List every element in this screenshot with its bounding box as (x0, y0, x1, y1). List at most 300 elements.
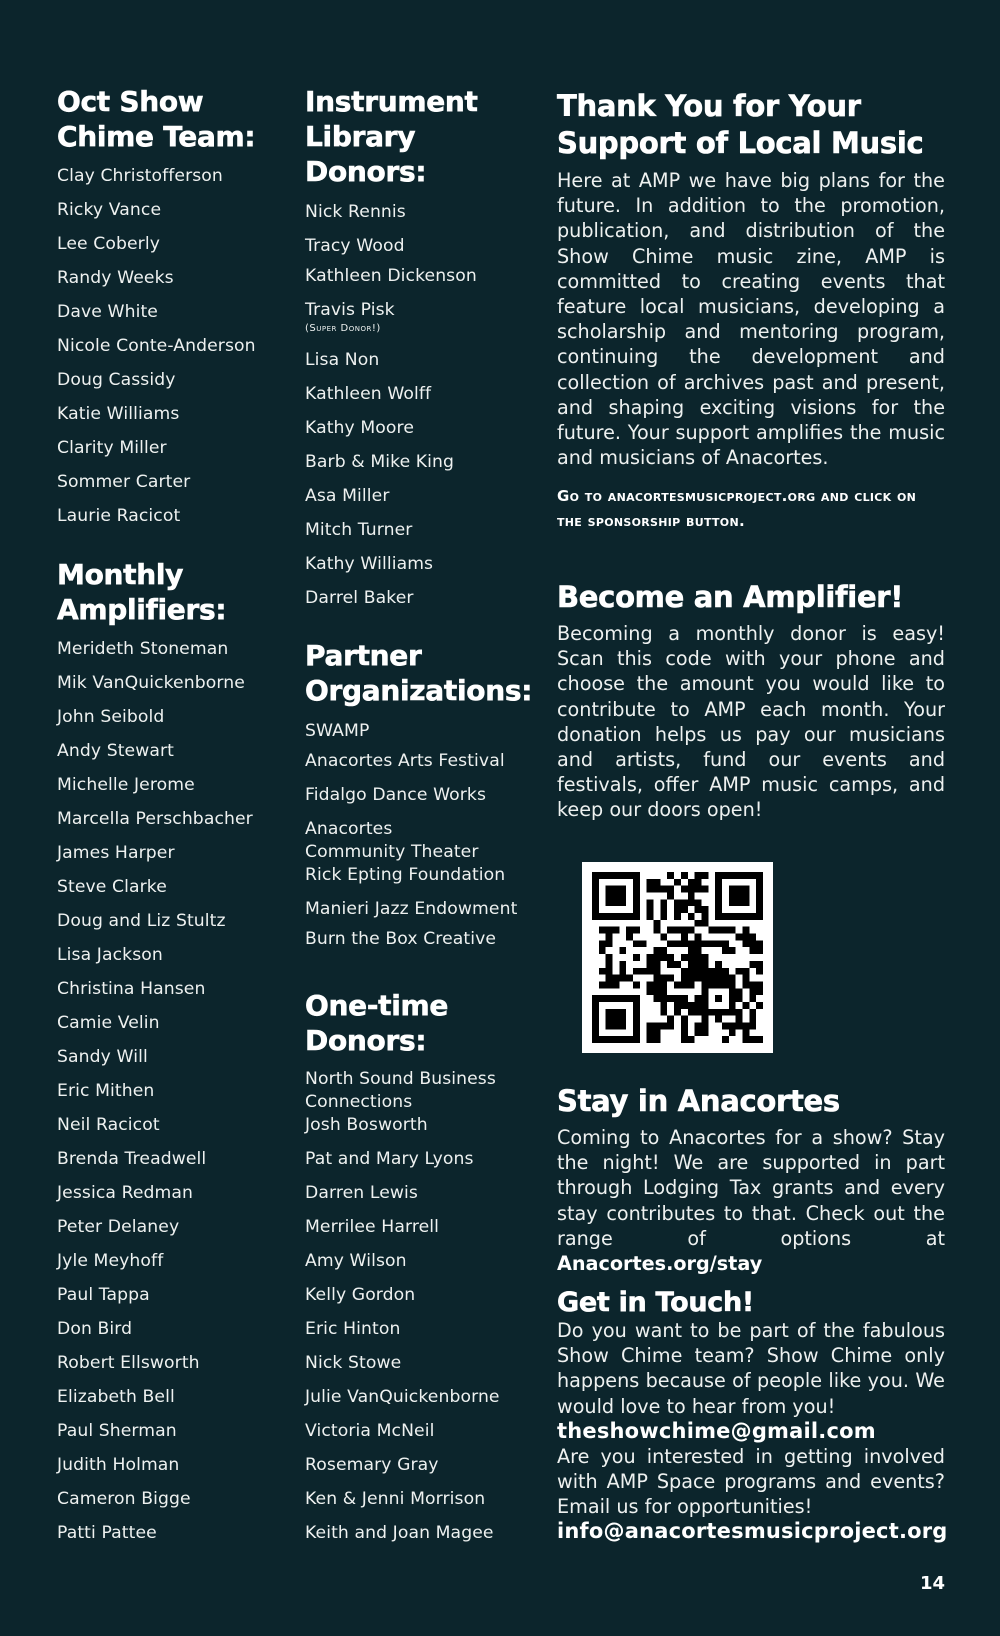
instrument-library-heading: Instrument Library Donors: (305, 85, 478, 188)
qr-module (674, 940, 681, 947)
list-item: Dave White (57, 302, 158, 322)
qr-module (599, 927, 606, 934)
qr-module (681, 940, 688, 947)
qr-module (606, 893, 613, 900)
qr-module (722, 947, 729, 954)
qr-module (626, 1036, 633, 1043)
qr-module (619, 995, 626, 1002)
qr-module (729, 975, 736, 982)
qr-module (647, 981, 654, 988)
list-item: Eric Hinton (305, 1319, 401, 1339)
qr-module (592, 879, 599, 886)
qr-module (701, 906, 708, 913)
qr-module (592, 1002, 599, 1009)
qr-module (756, 988, 763, 995)
qr-module (606, 940, 613, 947)
qr-module (722, 1022, 729, 1029)
qr-module (660, 981, 667, 988)
qr-module (701, 995, 708, 1002)
list-item: Judith Holman (57, 1455, 180, 1475)
qr-module (715, 1016, 722, 1023)
qr-module (756, 899, 763, 906)
qr-module (749, 1022, 756, 1029)
qr-module (606, 968, 613, 975)
qr-module (613, 1036, 620, 1043)
qr-module (633, 995, 640, 1002)
qr-module (736, 1016, 743, 1023)
list-item: Lisa Jackson (57, 945, 163, 965)
qr-module (681, 872, 688, 879)
qr-module (619, 975, 626, 982)
qr-module (654, 995, 661, 1002)
list-item: Elizabeth Bell (57, 1387, 175, 1407)
qr-module (756, 961, 763, 968)
qr-module (688, 893, 695, 900)
qr-module (654, 981, 661, 988)
qr-module (674, 899, 681, 906)
qr-module (654, 920, 661, 927)
qr-module (667, 975, 674, 982)
qr-module (729, 899, 736, 906)
qr-module (667, 954, 674, 961)
qr-module (660, 975, 667, 982)
qr-module (606, 1022, 613, 1029)
partners-section (305, 638, 545, 962)
list-item: Don Bird (57, 1319, 133, 1339)
qr-module (736, 913, 743, 920)
monthly-amplifiers-list (57, 638, 287, 1556)
qr-module (681, 975, 688, 982)
qr-module (722, 975, 729, 982)
qr-module (606, 886, 613, 893)
qr-module (633, 893, 640, 900)
amplifier-section (557, 580, 945, 823)
partners-list (305, 720, 545, 962)
qr-module (722, 981, 729, 988)
qr-module (715, 927, 722, 934)
list-item: Darren Lewis (305, 1183, 418, 1203)
qr-module (592, 893, 599, 900)
qr-module (695, 872, 702, 879)
qr-module (708, 1009, 715, 1016)
qr-module (715, 899, 722, 906)
qr-module (701, 920, 708, 927)
qr-module (695, 1002, 702, 1009)
list-item: Kelly Gordon (305, 1285, 416, 1305)
qr-module (647, 879, 654, 886)
qr-module (633, 1036, 640, 1043)
qr-module (715, 981, 722, 988)
qr-module (749, 940, 756, 947)
qr-module (708, 981, 715, 988)
qr-module (633, 1016, 640, 1023)
qr-module (613, 995, 620, 1002)
qr-module (722, 927, 729, 934)
qr-module (599, 940, 606, 947)
qr-module (626, 872, 633, 879)
qr-module (633, 913, 640, 920)
list-item: Darrel Baker (305, 588, 414, 608)
qr-module (599, 947, 606, 954)
amplifier-heading: Become an Amplifier! (557, 580, 904, 614)
qr-module (667, 886, 674, 893)
qr-module (701, 1016, 708, 1023)
qr-module (667, 1022, 674, 1029)
qr-module (626, 995, 633, 1002)
qr-module (660, 1002, 667, 1009)
qr-module (633, 954, 640, 961)
qr-module (660, 954, 667, 961)
qr-module (688, 1036, 695, 1043)
qr-module (715, 879, 722, 886)
qr-module (715, 872, 722, 879)
qr-module (729, 913, 736, 920)
qr-module (681, 899, 688, 906)
qr-module (688, 886, 695, 893)
qr-module (592, 995, 599, 1002)
qr-module (660, 913, 667, 920)
qr-module (681, 1029, 688, 1036)
list-item: Kathleen Wolff (305, 384, 432, 404)
qr-module (681, 1016, 688, 1023)
qr-module (701, 940, 708, 947)
qr-module (660, 899, 667, 906)
qr-module (688, 913, 695, 920)
qr-module (756, 947, 763, 954)
qr-module (619, 1036, 626, 1043)
qr-module (715, 886, 722, 893)
list-item: Sandy Will (57, 1047, 148, 1067)
qr-module (715, 968, 722, 975)
qr-module (606, 961, 613, 968)
qr-module (701, 981, 708, 988)
list-item: Merideth Stoneman (57, 639, 229, 659)
qr-module (742, 886, 749, 893)
qr-module (736, 886, 743, 893)
qr-module (729, 1002, 736, 1009)
qr-module (695, 920, 702, 927)
qr-module (619, 947, 626, 954)
qr-module (722, 968, 729, 975)
qr-module (742, 1022, 749, 1029)
qr-module (613, 913, 620, 920)
qr-module (606, 954, 613, 961)
list-item: Neil Racicot (57, 1115, 160, 1135)
qr-module (688, 961, 695, 968)
qr-module (633, 899, 640, 906)
qr-module (736, 1022, 743, 1029)
qr-module (688, 927, 695, 934)
qr-module (695, 899, 702, 906)
qr-module (592, 906, 599, 913)
qr-module (688, 1009, 695, 1016)
qr-module (599, 995, 606, 1002)
qr-module (667, 995, 674, 1002)
qr-module (660, 1009, 667, 1016)
qr-module (695, 975, 702, 982)
qr-module (619, 1009, 626, 1016)
qr-module (626, 927, 633, 934)
qr-module (660, 988, 667, 995)
one-time-donors-section (305, 988, 545, 1556)
qr-module (708, 940, 715, 947)
list-item: Nick Rennis (305, 202, 406, 222)
qr-module (695, 906, 702, 913)
qr-module (592, 1016, 599, 1023)
qr-module (654, 975, 661, 982)
stay-section (557, 1084, 945, 1276)
qr-module (633, 981, 640, 988)
qr-module (756, 968, 763, 975)
showchime-email-link[interactable]: theshowchime@gmail.com (557, 1418, 876, 1443)
qr-module (674, 1009, 681, 1016)
qr-module (654, 879, 661, 886)
list-item: Nick Stowe (305, 1353, 402, 1373)
qr-module (613, 981, 620, 988)
qr-module (674, 879, 681, 886)
qr-code[interactable] (582, 862, 773, 1053)
list-item: North Sound Business Connections (305, 1069, 496, 1112)
qr-module (654, 954, 661, 961)
qr-module (613, 899, 620, 906)
qr-module (701, 988, 708, 995)
qr-module (606, 981, 613, 988)
list-item: Kathy Williams (305, 554, 434, 574)
qr-module (729, 893, 736, 900)
list-item: Nicole Conte-Anderson (57, 336, 256, 356)
qr-module (619, 913, 626, 920)
qr-module (674, 961, 681, 968)
one-time-donors-list (305, 1068, 545, 1556)
qr-module (606, 1016, 613, 1023)
qr-module (742, 1002, 749, 1009)
qr-module (647, 906, 654, 913)
qr-module (654, 1036, 661, 1043)
list-item: Doug Cassidy (57, 370, 176, 390)
qr-module (592, 1036, 599, 1043)
qr-module (681, 1022, 688, 1029)
list-item: Anacortes Community Theater (305, 819, 479, 862)
thank-you-body: Here at AMP we have big plans for the future. In addition to the promotion, publication, and distribution of the Show Chime music zine, AMP is committed to creating events that feature local musicians, developing a scholarship and mentoring program, continuing the development and collection of archives past and present, and shaping exciting visions for the future. Your support amplifies the music and musicians of Anacortes. (557, 169, 945, 470)
list-item: Andy Stewart (57, 741, 175, 761)
qr-module (633, 886, 640, 893)
list-item: Brenda Treadwell (57, 1149, 207, 1169)
qr-module (736, 968, 743, 975)
qr-module (660, 906, 667, 913)
qr-module (606, 975, 613, 982)
qr-module (695, 1029, 702, 1036)
qr-module (729, 988, 736, 995)
qr-module (613, 975, 620, 982)
list-item: Rosemary Gray (305, 1455, 439, 1475)
stay-body (557, 1125, 945, 1276)
list-item: Clay Christofferson (57, 166, 223, 186)
qr-module (654, 961, 661, 968)
qr-module (606, 927, 613, 934)
list-item: Anacortes Arts Festival (305, 751, 505, 771)
qr-module (729, 927, 736, 934)
qr-module (599, 968, 606, 975)
list-item: John Seibold (57, 707, 165, 727)
qr-module (742, 872, 749, 879)
qr-module (681, 934, 688, 941)
qr-module (688, 975, 695, 982)
qr-module (695, 954, 702, 961)
list-item: Burn the Box Creative (305, 929, 497, 949)
list-item: Mitch Turner (305, 520, 413, 540)
qr-module (756, 872, 763, 879)
list-item: Katie Williams (57, 404, 180, 424)
qr-module (715, 913, 722, 920)
qr-module (715, 893, 722, 900)
qr-module (660, 886, 667, 893)
qr-module (647, 1022, 654, 1029)
qr-module (749, 995, 756, 1002)
qr-module (695, 886, 702, 893)
qr-module (667, 1016, 674, 1023)
list-item: Kathleen Dickenson (305, 266, 477, 286)
qr-module (701, 1022, 708, 1029)
contact-body-1: Do you want to be part of the fabulous Show Chime team? Show Chime only happens because of people like you. We would love to hear from you! (557, 1319, 945, 1418)
list-item: James Harper (57, 843, 175, 863)
qr-module (742, 981, 749, 988)
contact-heading: Get in Touch! (557, 1287, 754, 1318)
list-item: Michelle Jerome (57, 775, 195, 795)
qr-module (695, 1022, 702, 1029)
qr-module (674, 981, 681, 988)
qr-module (715, 940, 722, 947)
list-item: Victoria McNeil (305, 1421, 435, 1441)
list-item: Travis Pisk (Super Donor!) (305, 299, 545, 349)
qr-module (681, 906, 688, 913)
qr-module (722, 913, 729, 920)
qr-module (619, 899, 626, 906)
qr-module (633, 872, 640, 879)
qr-module (729, 947, 736, 954)
qr-module (647, 913, 654, 920)
list-item: Robert Ellsworth (57, 1353, 200, 1373)
list-item: Steve Clarke (57, 877, 167, 897)
partners-heading: Partner Organizations: (305, 639, 533, 707)
qr-module (701, 954, 708, 961)
qr-module (633, 940, 640, 947)
qr-module (688, 981, 695, 988)
qr-module (613, 1016, 620, 1023)
qr-module (729, 1009, 736, 1016)
qr-module (633, 1029, 640, 1036)
stay-link[interactable]: Anacortes.org/stay (557, 1252, 763, 1276)
qr-module (667, 940, 674, 947)
qr-module (749, 988, 756, 995)
qr-module (756, 886, 763, 893)
qr-module (619, 886, 626, 893)
qr-module (633, 1002, 640, 1009)
qr-module (647, 954, 654, 961)
qr-module (729, 995, 736, 1002)
qr-module (729, 981, 736, 988)
qr-module (695, 934, 702, 941)
qr-module (647, 899, 654, 906)
qr-module (701, 975, 708, 982)
amplifier-body: Becoming a monthly donor is easy! Scan this code with your phone and choose the amount you would like to contribute to AMP each month. Your donation helps us pay our musicians and artists, fund our events and festivals, offer AMP music camps, and keep our doors open! (557, 622, 945, 822)
qr-module (619, 968, 626, 975)
qr-module (626, 934, 633, 941)
amp-email-link[interactable]: info@anacortesmusicproject.org (557, 1519, 948, 1544)
qr-module (736, 893, 743, 900)
list-item: Keith and Joan Magee (305, 1523, 494, 1543)
qr-module (633, 927, 640, 934)
qr-module (688, 1002, 695, 1009)
qr-module (633, 906, 640, 913)
qr-module (742, 934, 749, 941)
qr-module (729, 872, 736, 879)
list-item: Laurie Racicot (57, 506, 181, 526)
list-item: Eric Mithen (57, 1081, 155, 1101)
qr-module (749, 1016, 756, 1023)
qr-module (688, 879, 695, 886)
qr-module (674, 927, 681, 934)
qr-module (599, 872, 606, 879)
qr-module (667, 927, 674, 934)
list-item: Clarity Miller (57, 438, 167, 458)
sponsorship-cta: Go to anacortesmusicproject.org and click on the sponsorship button. (557, 487, 917, 531)
qr-module (592, 1022, 599, 1029)
qr-module (619, 872, 626, 879)
qr-module (688, 968, 695, 975)
list-item: Fidalgo Dance Works (305, 785, 487, 805)
list-item: Jessica Redman (57, 1183, 193, 1203)
list-item: Merrilee Harrell (305, 1217, 440, 1237)
qr-module (695, 968, 702, 975)
qr-module (647, 1036, 654, 1043)
qr-module (701, 1029, 708, 1036)
list-item: Paul Tappa (57, 1285, 150, 1305)
qr-module (606, 1036, 613, 1043)
list-item: Manieri Jazz Endowment (305, 899, 518, 919)
qr-module (619, 1022, 626, 1029)
qr-module (633, 1022, 640, 1029)
qr-module (708, 975, 715, 982)
qr-module (701, 886, 708, 893)
qr-module (613, 1022, 620, 1029)
qr-module (674, 906, 681, 913)
qr-module (736, 988, 743, 995)
qr-module (722, 1009, 729, 1016)
list-item: Tracy Wood (305, 236, 405, 256)
qr-module (756, 913, 763, 920)
instrument-library-list (305, 201, 545, 621)
qr-module (715, 906, 722, 913)
qr-module (619, 961, 626, 968)
qr-module (606, 1009, 613, 1016)
qr-module (701, 1009, 708, 1016)
qr-module (681, 981, 688, 988)
qr-module (736, 872, 743, 879)
qr-module (606, 995, 613, 1002)
qr-module (613, 1009, 620, 1016)
list-item: Cameron Bigge (57, 1489, 191, 1509)
list-item: Camie Velin (57, 1013, 160, 1033)
qr-module (592, 899, 599, 906)
qr-module (688, 940, 695, 947)
qr-module (660, 995, 667, 1002)
qr-module (647, 968, 654, 975)
qr-module (701, 961, 708, 968)
qr-module (722, 1036, 729, 1043)
chime-team-list (57, 165, 287, 539)
qr-module (722, 940, 729, 947)
chime-team-section (57, 84, 287, 539)
